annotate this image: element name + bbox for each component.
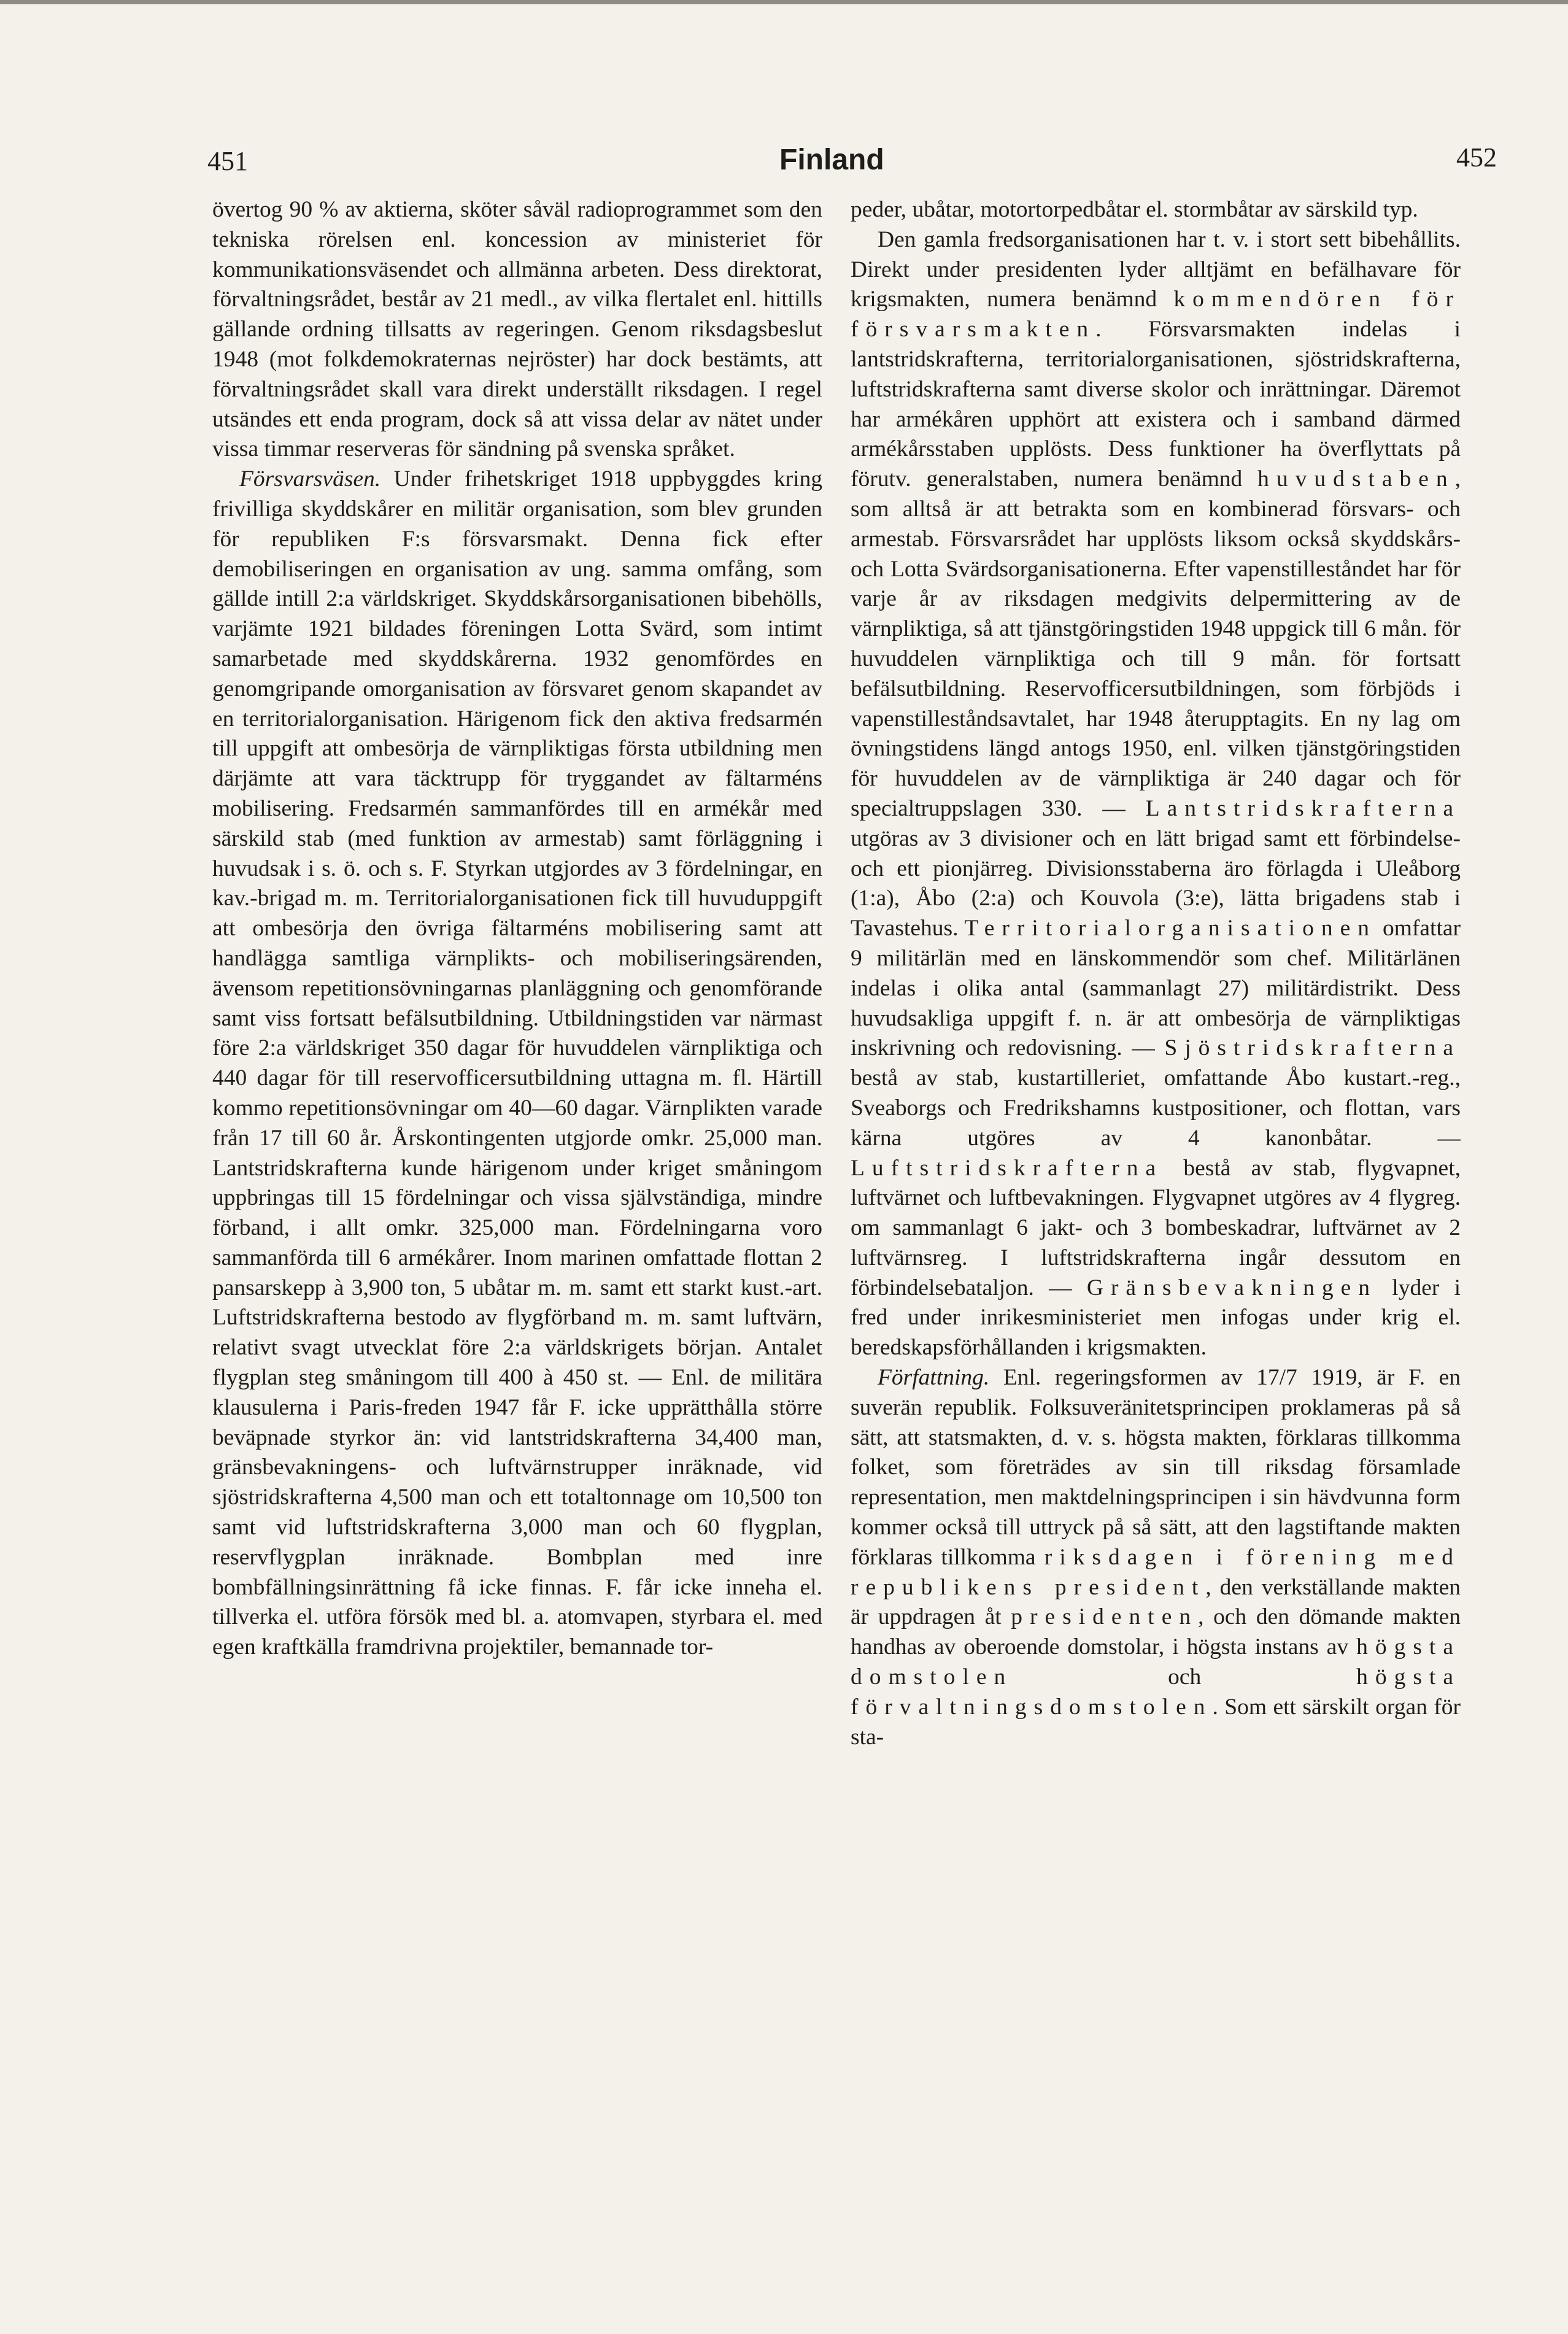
constitution-text-e: . Som ett särskilt organ för sta- bbox=[851, 1694, 1461, 1750]
constitution-text-b: , den verkställande makten är uppdragen åt bbox=[851, 1574, 1461, 1630]
constitution-text-a: Enl. regeringsformen av 17/7 1919, är F. en suverän republik. Folksuveränitetsprincipen proklameras på så sätt, att statsmakten, d. v. s. högsta makten, förklaras tillkomma folket, som företrädes av sin till riksdag församlade representation, men maktdelningsprincipen i sin hävdvunna form kommer också till uttryck på så sätt, att den lagstiftande makten förklaras tillkomma bbox=[851, 1365, 1461, 1570]
spaced-term: huvudstaben bbox=[1257, 466, 1455, 492]
spaced-term: riksdagen i förening med republikens president bbox=[851, 1544, 1461, 1600]
page-title: Finland bbox=[779, 144, 884, 176]
organization-text-c: , som alltså är att betrakta som en kombinerad försvars- och armestab. Försvarsrådet har upplösts liksom också skyddskårs- och Lotta Svärdsorganisationerna. Efter vapenstilleståndet har för varje år av riksdagen medgivits delpermittering av de värnpliktiga, så att tjänstgöringstiden 1948 uppgick till 6 mån. för huvuddelen värnpliktiga och till 9 mån. för fortsatt befälsutbildning. Reservofficersutbildningen, som förbjöds i vapenstilleståndsavtalet, har 1948 återupptagits. En ny lag om övningstidens längd antogs 1950, enl. vilken tjänstgöringstiden för huvuddelen av de värnpliktiga är 240 dagar och för specialtruppslagen 330. — bbox=[851, 466, 1461, 821]
organization-text-b: . Försvarsmakten indelas i lantstridskrafterna, territorialorganisationen, sjöstridskrafterna, luftstridskrafterna samt diverse skolor och inrättningar. Däremot har armékåren upphört att existera och i samband därmed armékårsstaben upplösts. Dess funktioner ha överflyttats på förutv. generalstaben, numera benämnd bbox=[851, 317, 1461, 492]
organization-text-d: utgöras av 3 divisioner och en lätt brigad samt ett förbindelse- och ett pionjärreg. Divisionsstaberna äro förlagda i Uleåborg (1:a), Åbo (2:a) och Kouvola (3:e), lätta brigadens stab i Tavastehus. bbox=[851, 825, 1461, 941]
navy-continuation-paragraph: peder, ubåtar, motortorpedbåtar el. stormbåtar av särskild typ. bbox=[851, 197, 1418, 222]
radio-paragraph: övertog 90 % av aktierna, sköter såväl radioprogrammet som den tekniska rörelsen enl. koncession av ministeriet för kommunikationsväsendet och allmänna arbeten. Dess direktorat, förvaltningsrådet, består av 21 medl., av vilka flertalet enl. hittills gällande ordning tillsatts av regeringen. Genom riksdagsbeslut 1948 (mot folkdemokraternas nejröster) har dock bestämts, att förvaltningsrådet skall vara direkt underställt riksdagen. I regel utsändes ett enda program, dock så att vissa delar av nätet under vissa timmar reserveras för sändning på svenska språket. bbox=[212, 197, 822, 462]
organization-text-f: bestå av stab, kustartilleriet, omfattande Åbo kustart.-reg., Sveaborgs och Fredrikshamns kustpositioner, och flottan, vars kärna utgöres av 4 kanonbåtar. — bbox=[851, 1065, 1461, 1151]
defense-body: Under frihetskriget 1918 uppbyggdes kring frivilliga skyddskårer en militär organisation, som blev grunden för republiken F:s försvarsmakt. Denna fick efter demobiliseringen en organisation av ung. samma omfång, som gällde intill 2:a världskriget. Skyddskårsorganisationen bibehölls, varjämte 1921 bildades föreningen Lotta Svärd, som intimt samarbetade med skyddskårerna. 1932 genomfördes en genomgripande omorganisation av försvaret genom skapandet av en territorialorganisation. Härigenom fick den aktiva fredsarmén till uppgift att ombesörja de värnpliktigas första utbildning men därjämte att vara täcktrupp för tryggandet av fältarméns mobilisering. Fredsarmén sammanfördes till en armékår med särskild stab (med funktion av armestab) samt förläggning i huvudsak i s. ö. och s. F. Styrkan utgjordes av 3 fördelningar, en kav.-brigad m. m. Territorialorganisationen fick till huvuduppgift att ombesörja den övriga fältarméns mobilisering samt att handlägga samtliga värnplikts- och mobiliseringsärenden, ävensom repetitionsövningarnas planläggning och genomförande samt viss fortsatt befälsutbildning. Utbildningstiden var närmast före 2:a världskriget 350 dagar för huvuddelen värnpliktiga och 440 dagar för till reservofficersutbildning uttagna m. fl. Härtill kommo repetitionsövningar om 40—60 dagar. Värnplikten varade från 17 till 60 år. Årskontingenten utgjorde omkr. 25,000 man. Lantstridskrafterna kunde härigenom under kriget småningom uppbringas till 15 fördelningar och vissa självständiga, mindre förband, i allt omkr. 325,000 man. Fördelningarna voro sammanförda till 6 armékårer. Inom marinen omfattade flottan 2 pansarskepp à 3,900 ton, 5 ubåtar m. m. samt ett starkt kust.-art. Luftstridskrafterna bestodo av flygförband m. m. samt luftvärn, relativt svagt utvecklat före 2:a världskrigets början. Antalet flygplan steg småningom till 400 à 450 st. — Enl. de militära klausulerna i Paris-freden 1947 får F. icke upprätthålla större beväpnade styrkor än: vid lantstridskrafterna 34,400 man, gränsbevakningens- och luftvärnstrupper inräknade, vid sjöstridskrafterna 4,500 man och ett totaltonnage om 10,500 ton samt vid luftstridskrafterna 3,000 man och 60 flygplan, reservflygplan inräknade. Bombplan med inre bombfällningsinrättning få icke finnas. F. får icke inneha el. tillverka el. utföra försök med bl. a. atomvapen, styrbara el. med egen kraftkälla framdrivna projektiler, bemannade tor- bbox=[212, 466, 822, 1660]
spaced-term: kommendören för försvarsmakten bbox=[851, 287, 1461, 342]
constitution-text-c: , och den dömande makten handhas av oberoende domstolar, i högsta instans av bbox=[851, 1604, 1461, 1660]
spaced-term: Gränsbevakningen bbox=[1086, 1275, 1378, 1300]
constitution-heading: Författning. bbox=[878, 1365, 990, 1391]
spaced-term: högsta förvaltningsdomstolen bbox=[851, 1664, 1461, 1720]
organization-paragraph bbox=[851, 225, 1461, 1363]
spaced-term: presidenten bbox=[1011, 1604, 1199, 1630]
spaced-term: högsta domstolen bbox=[851, 1634, 1461, 1690]
spaced-term: Luftstridskrafterna bbox=[851, 1155, 1164, 1181]
organization-text-e: omfattar 9 militärlän med en länskommendör som chef. Militärlänen indelas i olika antal (sammanlagt 27) militärdistrikt. Dess huvudsakliga uppgift f. n. är att ombesörja de värnpliktigas inskrivning och redovisning. — bbox=[851, 916, 1461, 1061]
constitution-text-d: och bbox=[1013, 1664, 1357, 1690]
right-page-number: 452 bbox=[1456, 142, 1497, 172]
defense-heading: Försvarsväsen. bbox=[239, 466, 381, 492]
spaced-term: Sjöstridskrafterna bbox=[1164, 1035, 1461, 1061]
constitution-paragraph bbox=[851, 1363, 1461, 1752]
organization-text-h: lyder i fred under inrikesministeriet men infogas under krig el. beredskapsförhållanden i krigsmakten. bbox=[851, 1275, 1461, 1361]
left-page-number: 451 bbox=[207, 146, 248, 176]
defense-paragraph bbox=[212, 465, 822, 1663]
organization-text-a: Den gamla fredsorganisationen har t. v. i stort sett bibehållits. Direkt under presidenten lyder alltjämt en befälhavare för krigsmakten, numera benämnd bbox=[851, 226, 1461, 312]
right-column bbox=[851, 195, 1461, 2239]
left-column bbox=[212, 195, 822, 2239]
organization-text-g: bestå av stab, flygvapnet, luftvärnet och luftbevakningen. Flygvapnet utgöres av 4 flygreg. om sammanlagt 6 jakt- och 3 bombeskadrar, luftvärnet av 2 luftvärnsreg. I luftstridskrafterna ingår dessutom en förbindelsebataljon. — bbox=[851, 1155, 1461, 1300]
spaced-term: Lantstridskrafterna bbox=[1145, 795, 1461, 821]
spaced-term: Territorialorganisationen bbox=[964, 916, 1377, 941]
top-scan-rule bbox=[0, 0, 1568, 4]
